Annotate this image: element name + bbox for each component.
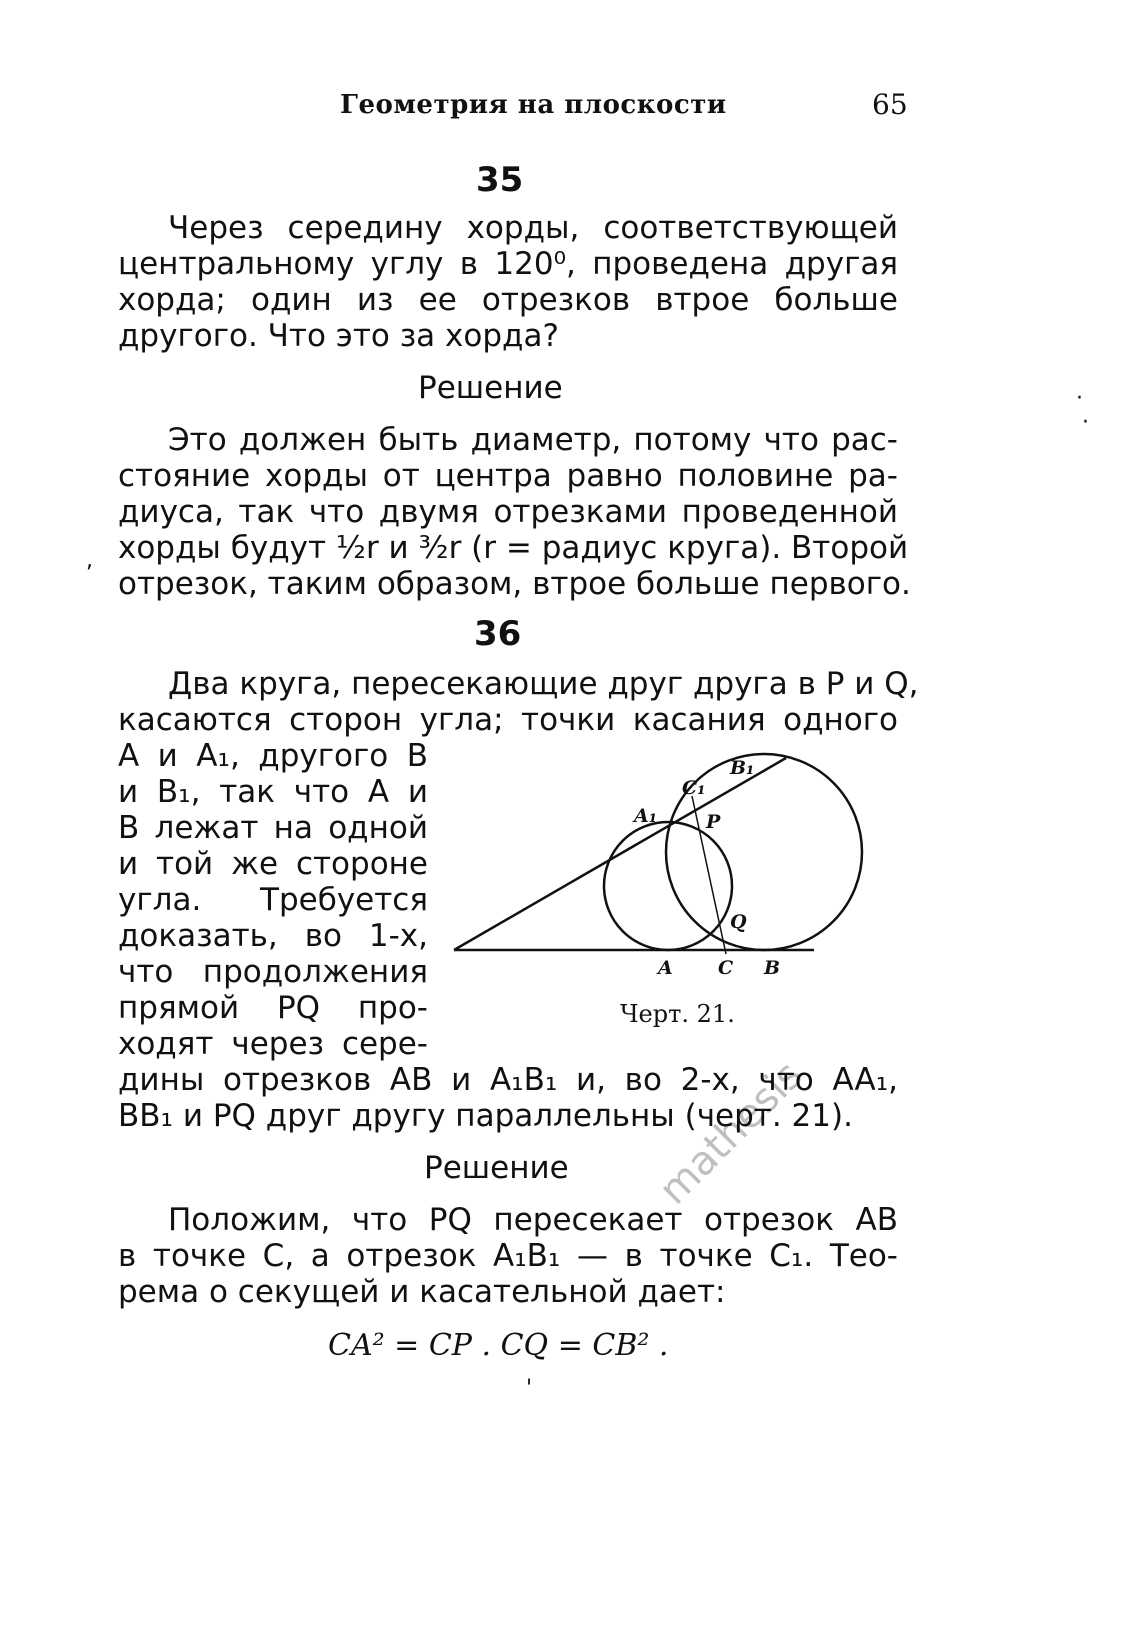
statement-line: и той же стороне xyxy=(118,846,428,882)
watermark: mathesis xyxy=(650,1052,812,1214)
label-q: Q xyxy=(730,911,747,933)
stray-mark: , xyxy=(86,548,93,573)
statement-line: Два круга, пересекающие друг друга в P и Q, xyxy=(168,666,919,702)
problem-number-36: 36 xyxy=(474,614,522,654)
statement-line: и B₁, так что A и xyxy=(118,774,428,810)
solution-line: рема о секущей и касательной дает: xyxy=(118,1274,726,1310)
solution-line: Положим, что PQ пересекает отрезок AB xyxy=(168,1202,898,1238)
figure-21-drawing xyxy=(448,746,868,986)
statement-line: ходят через сере- xyxy=(118,1026,428,1062)
solution-heading: Решение xyxy=(424,1150,569,1186)
running-head: Геометрия на плоскости xyxy=(340,90,727,120)
formula: CA² = CP . CQ = CB² . xyxy=(328,1328,669,1363)
statement-line: прямой PQ про- xyxy=(118,990,428,1026)
figure-21 xyxy=(448,746,868,990)
solution-line: отрезок, таким образом, втрое больше первого. xyxy=(118,566,911,602)
stray-mark: · xyxy=(1076,386,1083,411)
solution-line: стояние хорды от центра равно половине ра- xyxy=(118,458,898,494)
page-number: 65 xyxy=(872,88,908,121)
statement-line: BB₁ и PQ друг другу параллельны (черт. 21). xyxy=(118,1098,853,1134)
statement-line: центральному углу в 120⁰, проведена другая xyxy=(118,246,898,282)
stray-mark: ' xyxy=(526,1376,533,1401)
label-c1: C₁ xyxy=(682,777,706,799)
statement-line: A и A₁, другого B xyxy=(118,738,428,774)
statement-line: что продолжения xyxy=(118,954,428,990)
problem-number-35: 35 xyxy=(476,160,524,200)
label-p: P xyxy=(706,811,721,833)
figure-caption: Черт. 21. xyxy=(620,1000,735,1028)
label-a: A xyxy=(658,957,673,979)
statement-line: Через середину хорды, соответствующей xyxy=(168,210,898,246)
label-c: C xyxy=(718,957,734,979)
small-circle xyxy=(604,822,732,950)
segment-aa1 xyxy=(636,842,692,950)
statement-line: хорда; один из ее отрезков втрое больше xyxy=(118,282,898,318)
statement-line: угла. Требуется xyxy=(118,882,428,918)
statement-line: доказать, во 1-х, xyxy=(118,918,428,954)
solution-line: Это должен быть диаметр, потому что рас- xyxy=(168,422,898,458)
statement-line: касаются сторон угла; точки касания одного xyxy=(118,702,898,738)
statement-line: B лежат на одной xyxy=(118,810,428,846)
stray-mark: · xyxy=(1082,410,1089,435)
label-a1: A₁ xyxy=(634,805,658,827)
statement-line: дины отрезков AB и A₁B₁ и, во 2-х, что AA₁, xyxy=(118,1062,898,1098)
label-b1: B₁ xyxy=(730,757,755,779)
statement-line: другого. Что это за хорда? xyxy=(118,318,559,354)
solution-line: диуса, так что двумя отрезками проведенной xyxy=(118,494,898,530)
label-b: B xyxy=(764,957,781,979)
solution-line: в точке C, а отрезок A₁B₁ — в точке C₁. Тео- xyxy=(118,1238,898,1274)
solution-heading: Решение xyxy=(418,370,563,406)
solution-line: хорды будут ½r и ³⁄₂r (r = радиус круга). Второй xyxy=(118,530,909,566)
